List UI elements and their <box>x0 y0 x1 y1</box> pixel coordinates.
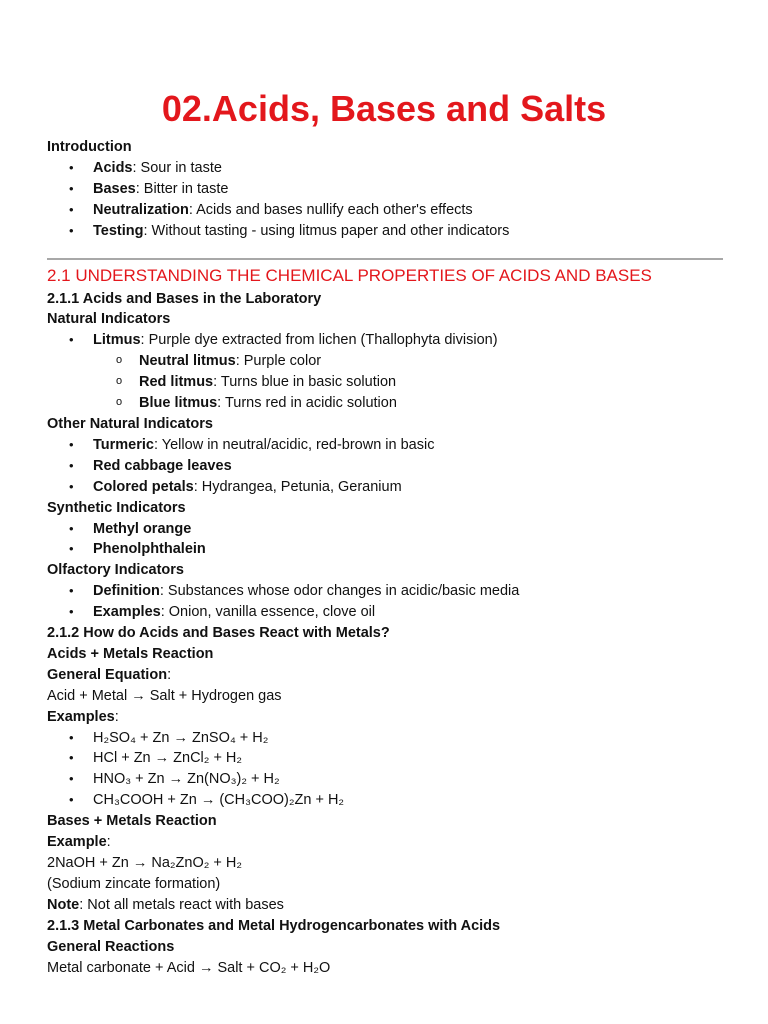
section-divider <box>47 258 723 260</box>
document-body <box>47 137 723 978</box>
natural-indicators-heading: Natural Indicators <box>47 311 171 328</box>
general-equation-label: General Equation: <box>47 666 172 683</box>
sub-list-item: o Red litmus: Turns blue in basic solution <box>47 372 723 393</box>
intro-list <box>47 158 723 242</box>
natural-indicators-list <box>47 330 723 414</box>
base-metal-equation: 2NaOH + Zn → Na₂ZnO₂ + H₂ <box>47 855 242 871</box>
sodium-zincate-note: (Sodium zincate formation) <box>47 875 221 892</box>
page-title: 02.Acids, Bases and Salts <box>161 88 607 129</box>
synthetic-indicators-heading: Synthetic Indicators <box>47 499 186 516</box>
list-item: • Acids: Sour in taste <box>47 158 723 179</box>
section-heading: 2.1 UNDERSTANDING THE CHEMICAL PROPERTIES OF ACIDS AND BASES <box>47 265 652 285</box>
list-item: • Phenolphthalein <box>47 539 723 560</box>
synthetic-indicators-list <box>47 519 723 561</box>
list-item: • Testing: Without tasting - using litmus paper and other indicators <box>47 221 723 242</box>
note: Note: Not all metals react with bases <box>47 896 284 913</box>
list-item: • Methyl orange <box>47 519 723 540</box>
other-natural-indicators-heading: Other Natural Indicators <box>47 415 213 432</box>
equation-item: • HNO₃ + Zn → Zn(NO₃)₂ + H₂ <box>47 769 723 790</box>
general-equation: Acid + Metal → Salt + Hydrogen gas <box>47 687 282 704</box>
list-item: • Litmus: Purple dye extracted from lichen (Thallophyta division) <box>47 330 723 351</box>
olfactory-indicators-list <box>47 581 723 623</box>
equation-item: • HCl + Zn → ZnCl₂ + H₂ <box>47 748 723 769</box>
subsection-heading: 2.1.2 How do Acids and Bases React with Metals? <box>47 625 390 642</box>
list-item: • Colored petals: Hydrangea, Petunia, Geranium <box>47 477 723 498</box>
sub-list-item: o Neutral litmus: Purple color <box>47 351 723 372</box>
list-item: • Red cabbage leaves <box>47 456 723 477</box>
subsection-heading: 2.1.1 Acids and Bases in the Laboratory <box>47 290 322 307</box>
subsection-heading: 2.1.3 Metal Carbonates and Metal Hydrogencarbonates with Acids <box>47 917 501 934</box>
equation-item: • CH₃COOH + Zn → (CH₃COO)₂Zn + H₂ <box>47 790 723 811</box>
list-item: • Examples: Onion, vanilla essence, clove oil <box>47 602 723 623</box>
other-natural-indicators-list <box>47 435 723 498</box>
equation-item: • H₂SO₄ + Zn → ZnSO₄ + H₂ <box>47 728 723 749</box>
list-item: • Bases: Bitter in taste <box>47 179 723 200</box>
intro-heading: Introduction <box>47 139 132 155</box>
sub-list-item: o Blue litmus: Turns red in acidic solution <box>47 393 723 414</box>
carbonate-equation: Metal carbonate + Acid → Salt + CO₂ + H₂O <box>47 959 331 976</box>
general-reactions-heading: General Reactions <box>47 938 175 955</box>
list-item: • Definition: Substances whose odor changes in acidic/basic media <box>47 581 723 602</box>
example-label: Example: <box>47 834 111 851</box>
examples-label: Examples: <box>47 708 119 725</box>
acids-metals-heading: Acids + Metals Reaction <box>47 645 214 662</box>
bases-metals-heading: Bases + Metals Reaction <box>47 813 217 830</box>
list-item: • Turmeric: Yellow in neutral/acidic, red-brown in basic <box>47 435 723 456</box>
list-item: • Neutralization: Acids and bases nullify each other's effects <box>47 200 723 221</box>
olfactory-indicators-heading: Olfactory Indicators <box>47 562 184 579</box>
acid-metal-examples-list <box>47 728 723 812</box>
